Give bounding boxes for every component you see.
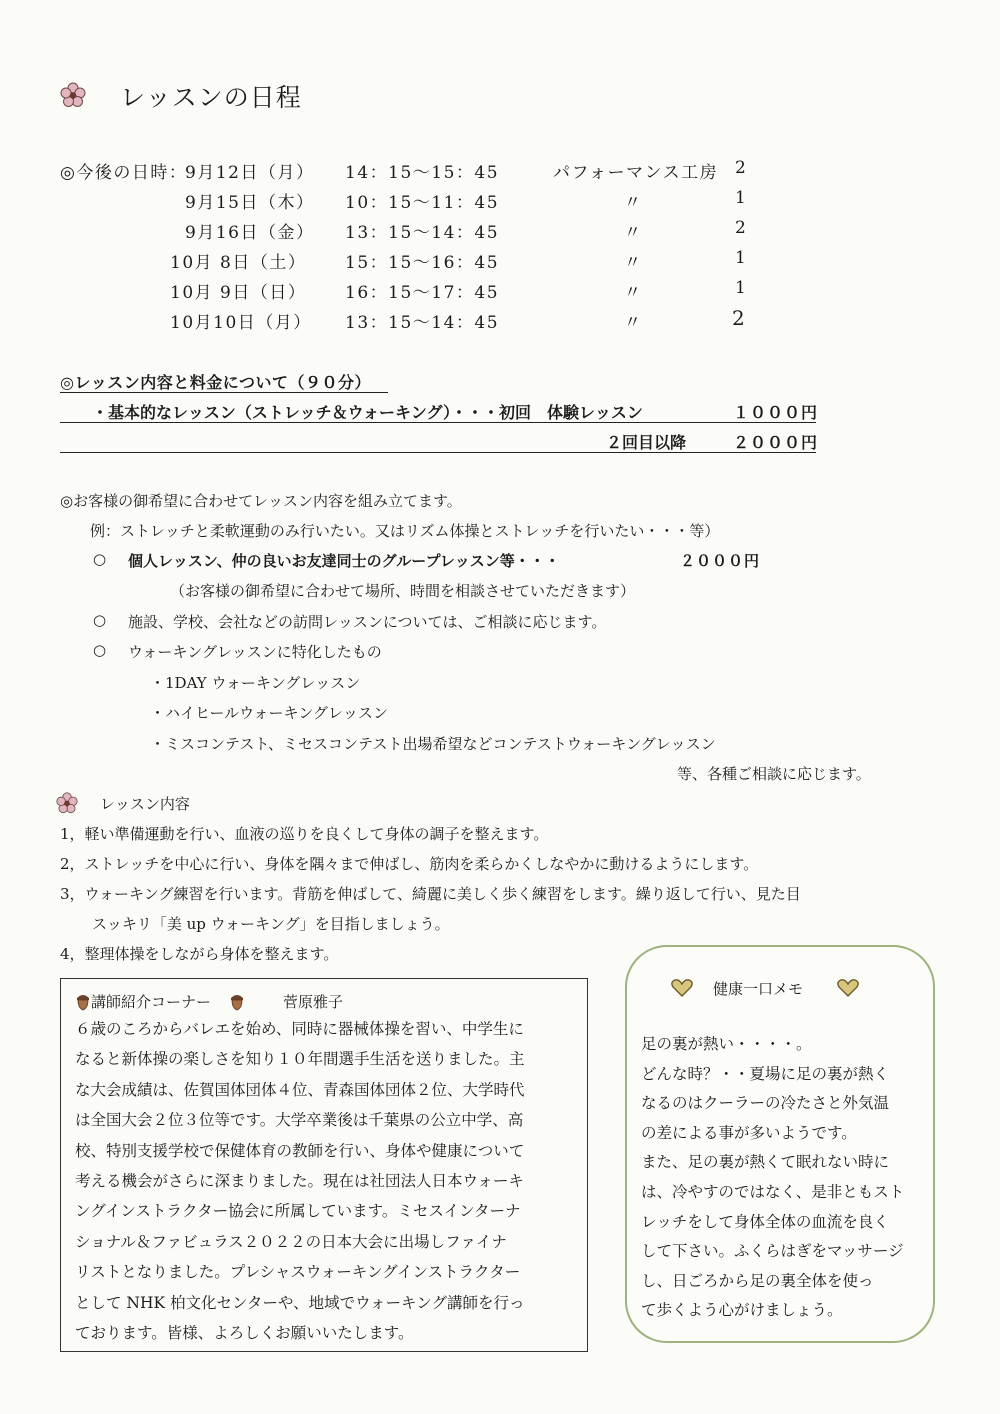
repeat-lesson-price: ２０００円 [733, 433, 819, 452]
schedule-date: 9月16日（金） [185, 223, 315, 243]
walking-item: ・ハイヒールウォーキングレッスン [150, 704, 388, 722]
basic-lesson-price: １０００円 [733, 403, 819, 422]
teacher-profile-box [60, 978, 588, 1352]
schedule-label: ◎今後の日時： [60, 163, 188, 183]
schedule-date: 9月15日（木） [185, 193, 315, 213]
underline [60, 422, 816, 423]
visit-lesson-text: 施設、学校、会社などの訪問レッスンについては、ご相談に応じます。 [128, 613, 607, 631]
bio-line: は全国大会２位３位等です。大学卒業後は千葉県の公立中学、高 [75, 1111, 524, 1130]
bullet-circle: ○ [93, 550, 107, 568]
bio-line: な大会成績は、佐賀国体団体４位、青森国体団体２位、大学時代 [75, 1080, 525, 1099]
bio-line: ６歳のころからバレエを始め、同時に器械体操を習い、中学生に [75, 1020, 524, 1038]
memo-line: し、日ごろから足の裏全体を使っ [641, 1271, 874, 1290]
bio-line: なると新体操の楽しさを知り１０年間選手生活を送りました。主 [75, 1050, 525, 1069]
schedule-place: 〃 [624, 253, 643, 273]
schedule-room: 2 [735, 218, 748, 238]
schedule-date: 10月 9日（日） [170, 283, 307, 303]
schedule-time: 13：15～14：45 [345, 223, 500, 243]
content-heading: レッスン内容 [100, 795, 190, 813]
memo-line: の差による事が多いようです。 [641, 1123, 857, 1142]
private-lesson-note: （お客様の御希望に合わせて場所、時間を相談させていただきます） [170, 582, 636, 600]
underline [60, 452, 816, 453]
bio-line: ショナル＆ファビュラス２０２２の日本大会に出場しファイナ [75, 1232, 507, 1251]
schedule-place: 〃 [624, 283, 643, 303]
underline [60, 392, 388, 393]
content-item: 4，整理体操をしながら身体を整えます。 [60, 945, 339, 963]
pricing-heading: ◎レッスン内容と料金について（９０分） [60, 373, 371, 392]
acorn-icon [229, 991, 245, 1011]
memo-line: は、冷やすのではなく、是非ともスト [641, 1182, 905, 1201]
schedule-place: 〃 [624, 223, 643, 243]
schedule-time: 16：15～17：45 [345, 283, 500, 303]
memo-line: レッチをして身体全体の血流を良く [641, 1212, 889, 1231]
memo-line: どんな時？・・夏場に足の裏が熱く [641, 1064, 890, 1083]
schedule-place: 〃 [624, 313, 643, 333]
heart-icon [671, 979, 693, 997]
teacher-name: 菅原雅子 [283, 993, 344, 1011]
teacher-heading: 講師紹介コーナー [91, 993, 212, 1011]
sakura-flower-icon [56, 792, 78, 814]
content-item-continued: スッキリ「美 up ウォーキング」を目指しましょう。 [92, 915, 450, 933]
walking-lesson-text: ウォーキングレッスンに特化したもの [128, 643, 382, 661]
bio-line: 考える機会がさらに深まりました。現在は社団法人日本ウォーキ [75, 1172, 524, 1191]
sakura-flower-icon [60, 82, 86, 108]
bio-line: 校、特別支援学校で保健体育の教師を行い、身体や健康について [75, 1141, 525, 1160]
schedule-date: 10月10日（月） [170, 313, 312, 333]
memo-heading: 健康一口メモ [713, 980, 804, 998]
acorn-icon [75, 991, 91, 1011]
schedule-place: パフォーマンス工房 [553, 163, 719, 183]
custom-example: 例：ストレッチと柔軟運動のみ行いたい。又はリズム体操とストレッチを行いたい・・・等） [90, 522, 720, 540]
schedule-room: 2 [732, 306, 747, 330]
bullet-circle: ○ [93, 641, 107, 659]
walking-item: ・1DAY ウォーキングレッスン [150, 674, 361, 692]
private-lesson-text: 個人レッスン、仲の良いお友達同士のグループレッスン等・・・ [128, 552, 560, 570]
memo-line: また、足の裏が熱くて眠れない時に [641, 1153, 890, 1172]
page-title: レッスンの日程 [120, 83, 302, 112]
teacher-bio [75, 1014, 525, 1348]
memo-line: して下さい。ふくらはぎをマッサージ [641, 1242, 904, 1261]
schedule-time: 10：15～11：45 [345, 193, 500, 213]
bio-line: ております。皆様、よろしくお願いいたします。 [75, 1324, 414, 1343]
memo-line: なるのはクーラーの冷たさと外気温 [641, 1094, 890, 1113]
memo-line: 足の裏が熱い・・・・。 [641, 1035, 812, 1053]
schedule-date: 10月 8日（土） [170, 253, 307, 273]
repeat-lesson-label: ２回目以降 [606, 433, 687, 452]
memo-line: て歩くよう心がけましょう。 [641, 1301, 843, 1320]
custom-closing: 等、各種ご相談に応じます。 [677, 765, 871, 783]
schedule-time: 14：15～15：45 [345, 163, 500, 183]
memo-body [641, 1030, 904, 1326]
private-lesson-price: ２０００円 [680, 552, 761, 570]
content-item: 1，軽い準備運動を行い、血液の巡りを良くして身体の調子を整えます。 [60, 825, 549, 843]
walking-item: ・ミスコンテスト、ミセスコンテスト出場希望などコンテストウォーキングレッスン [150, 735, 716, 753]
custom-intro: ◎お客様の御希望に合わせてレッスン内容を組み立てます。 [60, 492, 462, 510]
schedule-date: 9月12日（月） [185, 163, 315, 183]
bullet-circle: ○ [93, 611, 107, 629]
schedule-room: 1 [735, 188, 748, 208]
schedule-room: 2 [735, 158, 748, 178]
content-item: 3，ウォーキング練習を行います。背筋を伸ばして、綺麗に美しく歩く練習をします。繰り返して行い、見た目 [60, 885, 801, 903]
health-memo-box [625, 945, 935, 1343]
schedule-room: 1 [735, 248, 748, 268]
heart-icon [837, 979, 859, 997]
content-item: 2，ストレッチを中心に行い、身体を隅々まで伸ばし、筋肉を柔らかくしなやかに動けるようにします。 [60, 855, 759, 873]
schedule-room: 1 [735, 278, 748, 298]
bio-line: リストとなりました。プレシャスウォーキングインストラクター [75, 1263, 521, 1282]
basic-lesson-label: ・基本的なレッスン（ストレッチ＆ウォーキング）・・・初回 体験レッスン [92, 403, 643, 422]
bio-line: ングインストラクター協会に所属しています。ミセスインターナ [75, 1202, 521, 1221]
schedule-time: 15：15～16：45 [345, 253, 500, 273]
schedule-time: 13：15～14：45 [345, 313, 500, 333]
bio-line: として NHK 柏文化センターや、地域でウォーキング講師を行っ [75, 1293, 525, 1312]
schedule-place: 〃 [624, 193, 643, 213]
